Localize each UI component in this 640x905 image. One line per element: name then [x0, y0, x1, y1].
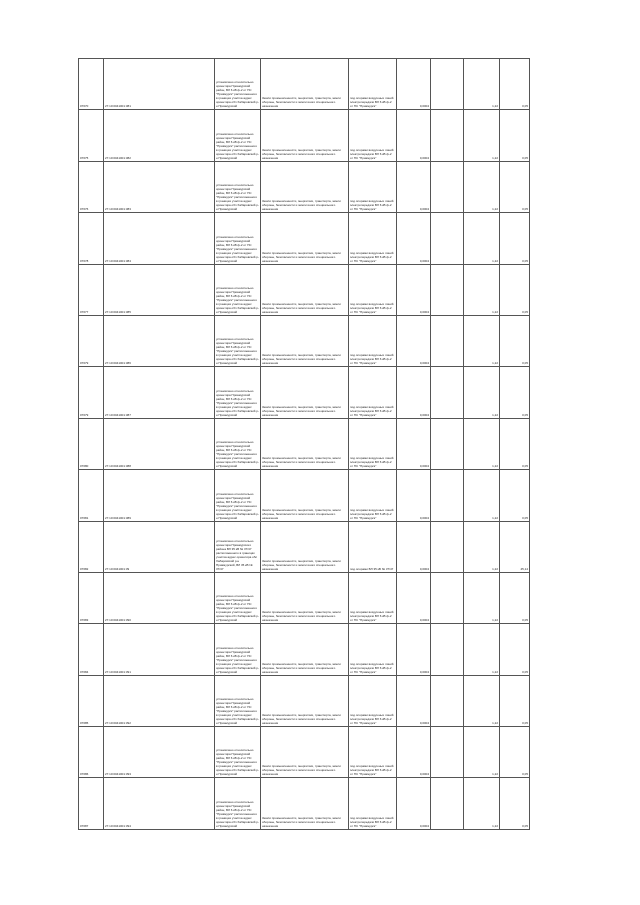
empty-cell	[431, 264, 464, 315]
rate-cell: 1,22	[464, 264, 500, 315]
rate-cell: 1,22	[464, 521, 500, 572]
value-cell: 0,05	[500, 367, 530, 418]
area-cell: 0,0004	[397, 470, 431, 521]
permitted-use-cell: под опорами воздушных линий электропередачи ВЛ 6 кВ ф-2 от ПС "Приамурск"	[349, 624, 397, 675]
permitted-use-cell: под опорами воздушных линий электропередачи ВЛ 6 кВ ф-2 от ПС "Приамурск"	[349, 161, 397, 212]
empty-cell	[431, 624, 464, 675]
permitted-use-cell: под опорами воздушных линий электропередачи ВЛ 6 кВ ф-2 от ПС "Приамурск"	[349, 727, 397, 778]
cadastral-number-cell: 27:10:0041001:385	[104, 264, 215, 315]
land-category-cell: Земли промышленности, энергетики, транспорта, земли обороны, безопасности и земли иного специального назначения	[261, 59, 349, 110]
land-category-cell: Земли промышленности, энергетики, транспорта, земли обороны, безопасности и земли иного специального назначения	[261, 727, 349, 778]
cadastral-number-cell: 27:10:0041001:39	[104, 521, 215, 572]
empty-cell	[431, 367, 464, 418]
rate-cell: 1,22	[464, 110, 500, 161]
location-cell: установлено относительно ориентира Приамурского района ВЛ 35 кВ № 37/47 расположенного в границах участка адрес ориентира обл Хабаровский р-н Приамурский, ВЛ 35 кВ № 37/47	[215, 521, 261, 572]
row-number-cell: 07685	[79, 675, 104, 726]
location-cell: установлено относительно ориентира Приамурский район, ВЛ 6 кВ ф-2 от ПС "Приамурск" расположенного в границах участка адрес ориентира обл Хабаровский р-н Приамурский	[215, 470, 261, 521]
row-number-cell: 07675	[79, 110, 104, 161]
cadastral-number-cell: 27:10:0041001:384	[104, 213, 215, 264]
cadastral-number-cell: 27:10:0041001:387	[104, 367, 215, 418]
rate-cell: 1,22	[464, 367, 500, 418]
cadastral-number-cell: 27:10:0041001:391	[104, 624, 215, 675]
empty-cell	[431, 778, 464, 829]
area-cell: 0,0004	[397, 624, 431, 675]
cadastral-number-cell: 27:10:0041001:393	[104, 727, 215, 778]
area-cell: 0,0004	[397, 59, 431, 110]
location-cell: установлено относительно ориентира Приамурский район, ВЛ 6 кВ ф-2 от ПС "Приамурск" расположенного в границах участка адрес ориентира обл Хабаровский р-н Приамурский	[215, 727, 261, 778]
value-cell: 0,05	[500, 470, 530, 521]
table-row	[79, 213, 530, 264]
land-category-cell: Земли промышленности, энергетики, транспорта, земли обороны, безопасности и земли иного специального назначения	[261, 521, 349, 572]
value-cell: 0,05	[500, 572, 530, 623]
value-cell: 0,05	[500, 315, 530, 366]
rate-cell: 1,22	[464, 778, 500, 829]
table-row	[79, 470, 530, 521]
permitted-use-cell: под опорами воздушных линий электропередачи ВЛ 6 кВ ф-2 от ПС "Приамурск"	[349, 470, 397, 521]
cadastral-number-cell: 27:10:0041001:389	[104, 470, 215, 521]
empty-cell	[431, 521, 464, 572]
value-cell: 0,05	[500, 59, 530, 110]
rate-cell: 1,22	[464, 59, 500, 110]
location-cell: установлено относительно ориентира Приамурский район, ВЛ 6 кВ ф-2 от ПС "Приамурск" расположенного в границах участка адрес ориентира обл Хабаровский р-н Приамурский	[215, 59, 261, 110]
value-cell: 0,05	[500, 161, 530, 212]
permitted-use-cell: под опорами воздушных линий электропередачи ВЛ 6 кВ ф-2 от ПС "Приамурск"	[349, 675, 397, 726]
location-cell: установлено относительно ориентира Приамурский район, ВЛ 6 кВ ф-2 от ПС "Приамурск" расположенного в границах участка адрес ориентира обл Хабаровский р-н Приамурский	[215, 778, 261, 829]
permitted-use-cell: под опорами ВЛ 35 кВ № 37/47	[349, 521, 397, 572]
cadastral-number-cell: 27:10:0041001:383	[104, 161, 215, 212]
land-category-cell: Земли промышленности, энергетики, транспорта, земли обороны, безопасности и земли иного специального назначения	[261, 213, 349, 264]
empty-cell	[431, 213, 464, 264]
rate-cell: 1,22	[464, 572, 500, 623]
rate-cell: 1,22	[464, 418, 500, 469]
rate-cell: 1,22	[464, 213, 500, 264]
permitted-use-cell: под опорами воздушных линий электропередачи ВЛ 6 кВ ф-2 от ПС "Приамурск"	[349, 367, 397, 418]
land-category-cell: Земли промышленности, энергетики, транспорта, земли обороны, безопасности и земли иного специального назначения	[261, 264, 349, 315]
location-cell: установлено относительно ориентира Приамурский район, ВЛ 6 кВ ф-2 от ПС "Приамурск" расположенного в границах участка адрес ориентира обл Хабаровский р-н Приамурский	[215, 161, 261, 212]
value-cell: 0,05	[500, 727, 530, 778]
cadastral-number-cell: 27:10:0041001:388	[104, 418, 215, 469]
cadastral-number-cell: 27:10:0041001:390	[104, 572, 215, 623]
area-cell: 0,0004	[397, 418, 431, 469]
land-category-cell: Земли промышленности, энергетики, транспорта, земли обороны, безопасности и земли иного специального назначения	[261, 161, 349, 212]
area-cell: 0,0004	[397, 778, 431, 829]
land-category-cell: Земли промышленности, энергетики, транспорта, земли обороны, безопасности и земли иного специального назначения	[261, 418, 349, 469]
location-cell: установлено относительно ориентира Приамурский район, ВЛ 6 кВ ф-2 от ПС "Приамурск" расположенного в границах участка адрес ориентира обл Хабаровский р-н Приамурский	[215, 418, 261, 469]
land-category-cell: Земли промышленности, энергетики, транспорта, земли обороны, безопасности и земли иного специального назначения	[261, 315, 349, 366]
empty-cell	[431, 59, 464, 110]
table-row	[79, 572, 530, 623]
area-cell: 0,0004	[397, 110, 431, 161]
permitted-use-cell: под опорами воздушных линий электропередачи ВЛ 6 кВ ф-2 от ПС "Приамурск"	[349, 418, 397, 469]
location-cell: установлено относительно ориентира Приамурский район, ВЛ 6 кВ ф-2 от ПС "Приамурск" расположенного в границах участка адрес ориентира обл Хабаровский р-н Приамурский	[215, 367, 261, 418]
table-row	[79, 315, 530, 366]
row-number-cell: 07677	[79, 264, 104, 315]
permitted-use-cell: под опорами воздушных линий электропередачи ВЛ 6 кВ ф-2 от ПС "Приамурск"	[349, 572, 397, 623]
row-number-cell: 07681	[79, 470, 104, 521]
empty-cell	[431, 675, 464, 726]
row-number-cell: 07686	[79, 727, 104, 778]
value-cell: 0,05	[500, 213, 530, 264]
row-number-cell: 07676	[79, 161, 104, 212]
row-number-cell: 07687	[79, 778, 104, 829]
permitted-use-cell: под опорами воздушных линий электропередачи ВЛ 6 кВ ф-2 от ПС "Приамурск"	[349, 264, 397, 315]
permitted-use-cell: под опорами воздушных линий электропередачи ВЛ 6 кВ ф-2 от ПС "Приамурск"	[349, 778, 397, 829]
permitted-use-cell: под опорами воздушных линий электропередачи ВЛ 6 кВ ф-2 от ПС "Приамурск"	[349, 315, 397, 366]
area-cell: 0,0004	[397, 161, 431, 212]
rate-cell: 1,22	[464, 161, 500, 212]
location-cell: установлено относительно ориентира Приамурский район, ВЛ 6 кВ ф-2 от ПС "Приамурск" расположенного в границах участка адрес ориентира обл Хабаровский р-н Приамурский	[215, 624, 261, 675]
location-cell: установлено относительно ориентира Приамурский район, ВЛ 6 кВ ф-2 от ПС "Приамурск" расположенного в границах участка адрес ориентира обл Хабаровский р-н Приамурский	[215, 675, 261, 726]
permitted-use-cell: под опорами воздушных линий электропередачи ВЛ 6 кВ ф-2 от ПС "Приамурск"	[349, 59, 397, 110]
area-cell: 0,0004	[397, 727, 431, 778]
table-row	[79, 778, 530, 829]
cadastral-number-cell: 27:10:0041001:381	[104, 59, 215, 110]
area-cell: 0,0004	[397, 315, 431, 366]
cadastral-number-cell: 27:10:0041001:392	[104, 675, 215, 726]
empty-cell	[431, 418, 464, 469]
location-cell: установлено относительно ориентира Приамурский район, ВЛ 6 кВ ф-2 от ПС "Приамурск" расположенного в границах участка адрес ориентира обл Хабаровский р-н Приамурский	[215, 110, 261, 161]
location-cell: установлено относительно ориентира Приамурский район, ВЛ 6 кВ ф-2 от ПС "Приамурск" расположенного в границах участка адрес ориентира обл Хабаровский р-н Приамурский	[215, 572, 261, 623]
rate-cell: 1,22	[464, 624, 500, 675]
area-cell: 0,0004	[397, 675, 431, 726]
rate-cell: 1,22	[464, 727, 500, 778]
land-category-cell: Земли промышленности, энергетики, транспорта, земли обороны, безопасности и земли иного специального назначения	[261, 778, 349, 829]
land-category-cell: Земли промышленности, энергетики, транспорта, земли обороны, безопасности и земли иного специального назначения	[261, 624, 349, 675]
table-row	[79, 675, 530, 726]
area-cell: 0,0004	[397, 572, 431, 623]
row-number-cell: 07679	[79, 367, 104, 418]
location-cell: установлено относительно ориентира Приамурский район, ВЛ 6 кВ ф-2 от ПС "Приамурск" расположенного в границах участка адрес ориентира обл Хабаровский р-н Приамурский	[215, 315, 261, 366]
table-row	[79, 161, 530, 212]
value-cell: 0,05	[500, 778, 530, 829]
row-number-cell: 07680	[79, 418, 104, 469]
table-row	[79, 418, 530, 469]
land-plots-table	[78, 58, 530, 830]
table-row	[79, 110, 530, 161]
rate-cell: 1,22	[464, 315, 500, 366]
empty-cell	[431, 572, 464, 623]
table-row	[79, 367, 530, 418]
value-cell: 0,05	[500, 264, 530, 315]
table-row	[79, 727, 530, 778]
cadastral-number-cell: 27:10:0041001:382	[104, 110, 215, 161]
area-cell: 0,0004	[397, 213, 431, 264]
land-category-cell: Земли промышленности, энергетики, транспорта, земли обороны, безопасности и земли иного специального назначения	[261, 572, 349, 623]
land-category-cell: Земли промышленности, энергетики, транспорта, земли обороны, безопасности и земли иного специального назначения	[261, 470, 349, 521]
value-cell: 45,14	[500, 521, 530, 572]
location-cell: установлено относительно ориентира Приамурский район, ВЛ 6 кВ ф-2 от ПС "Приамурск" расположенного в границах участка адрес ориентира обл Хабаровский р-н Приамурский	[215, 264, 261, 315]
cadastral-number-cell: 27:10:0041001:386	[104, 315, 215, 366]
row-number-cell: 07682	[79, 521, 104, 572]
land-category-cell: Земли промышленности, энергетики, транспорта, земли обороны, безопасности и земли иного специального назначения	[261, 675, 349, 726]
permitted-use-cell: под опорами воздушных линий электропередачи ВЛ 6 кВ ф-2 от ПС "Приамурск"	[349, 213, 397, 264]
land-category-cell: Земли промышленности, энергетики, транспорта, земли обороны, безопасности и земли иного специального назначения	[261, 367, 349, 418]
table-row	[79, 521, 530, 572]
area-cell: 0,0004	[397, 264, 431, 315]
value-cell: 0,05	[500, 675, 530, 726]
row-number-cell: 07678	[79, 213, 104, 264]
table-body	[79, 59, 530, 830]
rate-cell: 1,22	[464, 675, 500, 726]
row-number-cell: 07683	[79, 572, 104, 623]
value-cell: 0,05	[500, 418, 530, 469]
table-row	[79, 59, 530, 110]
location-cell: установлено относительно ориентира Приамурский район, ВЛ 6 кВ ф-2 от ПС "Приамурск" расположенного в границах участка адрес ориентира обл Хабаровский р-н Приамурский	[215, 213, 261, 264]
value-cell: 0,05	[500, 624, 530, 675]
row-number-cell: 07679	[79, 315, 104, 366]
table-row	[79, 624, 530, 675]
cadastral-number-cell: 27:10:0041001:394	[104, 778, 215, 829]
value-cell: 0,05	[500, 110, 530, 161]
empty-cell	[431, 161, 464, 212]
permitted-use-cell: под опорами воздушных линий электропередачи ВЛ 6 кВ ф-2 от ПС "Приамурск"	[349, 110, 397, 161]
table-row	[79, 264, 530, 315]
area-cell: 0,0004	[397, 367, 431, 418]
rate-cell: 1,22	[464, 470, 500, 521]
empty-cell	[431, 470, 464, 521]
area-cell: 0,0004	[397, 521, 431, 572]
empty-cell	[431, 110, 464, 161]
row-number-cell: 07684	[79, 624, 104, 675]
land-category-cell: Земли промышленности, энергетики, транспорта, земли обороны, безопасности и земли иного специального назначения	[261, 110, 349, 161]
empty-cell	[431, 727, 464, 778]
empty-cell	[431, 315, 464, 366]
row-number-cell: 07670	[79, 59, 104, 110]
